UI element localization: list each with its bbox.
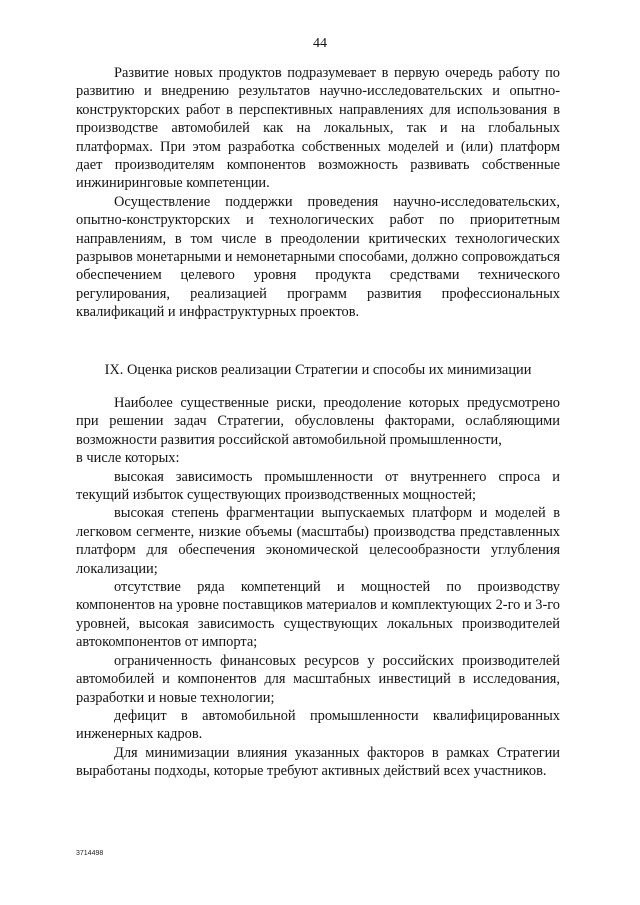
paragraph-intro-tail: в числе которых: (76, 450, 180, 467)
page-number: 44 (313, 36, 327, 51)
section-text-block (76, 64, 560, 322)
risk-item: высокая зависимость промышленности от внутреннего спроса и текущий избыток существующих производственных мощностей; (76, 468, 560, 504)
section-heading: IX. Оценка рисков реализации Стратегии и способы их минимизации (104, 362, 532, 378)
risk-item: отсутствие ряда компетенций и мощностей по производству компонентов на уровне поставщиков материалов и комплектующих 2-го и 3-го уровней, высокая зависимость существующих локальных производителей автокомпонентов от импорта; (76, 579, 560, 651)
paragraph: Развитие новых продуктов подразумевает в первую очередь работу по развитию и внедрению результатов научно-исследовательских и опытно-конструкторских работ в перспективных направлениях для использования в производстве автомобилей как на локальных, так и на глобальных платформах. При этом разработка собственных моделей и (или) платформ дает производителям компонентов возможность развивать собственные инжиниринговые компетенции. (76, 65, 560, 192)
risk-item: ограниченность финансовых ресурсов у российских производителей автомобилей и компонентов для масштабных инвестиций в исследования, разработки и новые технологии; (76, 652, 560, 706)
document-code: 3714498 (76, 850, 104, 857)
risks-text-block (76, 394, 560, 781)
risk-item: высокая степень фрагментации выпускаемых платформ и моделей в легковом сегменте, низкие объемы (масштабы) производства представленных платформ для обеспечения экономической целесообразности углубления локализации; (76, 505, 560, 577)
paragraph-intro: Наиболее существенные риски, преодоление которых предусмотрено при решении задач Стратегии, обусловлены факторами, ослабляющими возможности развития российской автомобильной промышленности, (76, 395, 560, 448)
risk-item: дефицит в автомобильной промышленности квалифицированных инженерных кадров. (76, 707, 560, 743)
paragraph-closing: Для минимизации влияния указанных факторов в рамках Стратегии выработаны подходы, которые требуют активных действий всех участников. (76, 744, 560, 780)
paragraph: Осуществление поддержки проведения научно-исследовательских, опытно-конструкторских и технологических работ по приоритетным направлениям, в том числе в преодолении критических технологических разрывов монетарными и немонетарными способами, должно сопровождаться обеспечением целевого уровня продукта средствами технического регулирования, реализацией программ развития профессиональных квалификаций и инфраструктурных проектов. (76, 193, 560, 321)
